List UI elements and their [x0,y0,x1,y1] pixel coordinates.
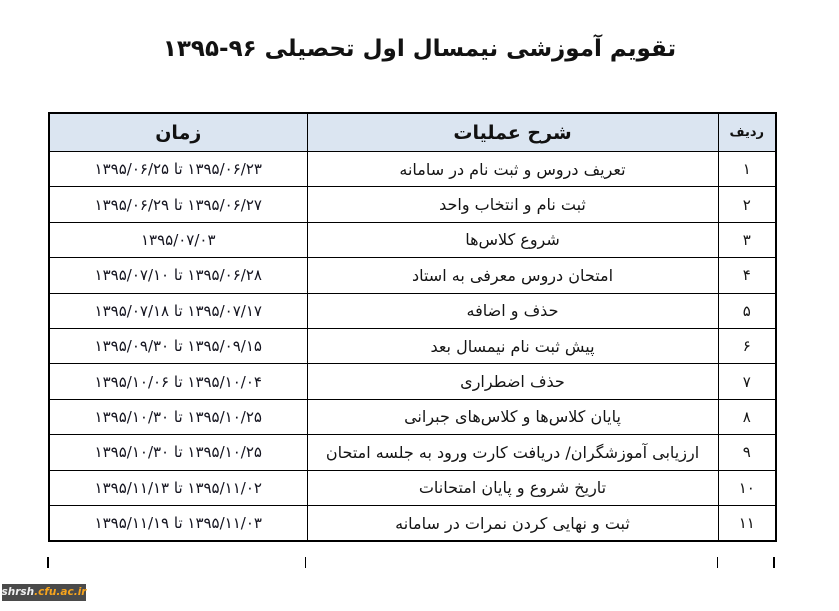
header-row-number: ردیف [718,113,776,152]
watermark-site-suffix: .cfu.ac.ir [34,586,87,598]
table-row [49,258,776,293]
row-time: ۱۳۹۵/۰۶/۲۳ تا ۱۳۹۵/۰۶/۲۵ [49,152,307,187]
row-description: حذف و اضافه [307,293,718,328]
table-header-row [49,113,776,152]
table-row [49,222,776,257]
row-number: ۷ [718,364,776,399]
table-row [49,293,776,328]
table-row [49,505,776,541]
row-number: ۹ [718,435,776,470]
table-row [49,152,776,187]
row-time: ۱۳۹۵/۰۷/۱۷ تا ۱۳۹۵/۰۷/۱۸ [49,293,307,328]
row-time: ۱۳۹۵/۱۱/۰۳ تا ۱۳۹۵/۱۱/۱۹ [49,505,307,541]
table-edge-stub [305,557,306,568]
row-number: ۳ [718,222,776,257]
header-time: زمان [49,113,307,152]
watermark-site-prefix: shrsh [1,586,35,598]
table-body [49,152,776,542]
row-number: ۱۰ [718,470,776,505]
row-description: تعریف دروس و ثبت نام در سامانه [307,152,718,187]
page-title: تقویم آموزشی نیمسال اول تحصیلی ۹۶-۱۳۹۵ [162,36,677,62]
row-time: ۱۳۹۵/۱۰/۰۴ تا ۱۳۹۵/۱۰/۰۶ [49,364,307,399]
row-description: شروع کلاس‌ها [307,222,718,257]
header-description: شرح عملیات [307,113,718,152]
row-time: ۱۳۹۵/۱۰/۲۵ تا ۱۳۹۵/۱۰/۳۰ [49,399,307,434]
row-time: ۱۳۹۵/۱۱/۰۲ تا ۱۳۹۵/۱۱/۱۳ [49,470,307,505]
table-edge-stub [717,557,718,568]
row-number: ۶ [718,328,776,363]
table-edge-stub [47,557,49,568]
row-description: امتحان دروس معرفی به استاد [307,258,718,293]
row-number: ۵ [718,293,776,328]
table-edge-stub [773,557,775,568]
row-number: ۱۱ [718,505,776,541]
row-description: ارزیابی آموزشگران/ دریافت کارت ورود به جلسه امتحان [307,435,718,470]
row-time: ۱۳۹۵/۰۹/۱۵ تا ۱۳۹۵/۰۹/۳۰ [49,328,307,363]
table-row [49,328,776,363]
row-description: پیش ثبت نام نیمسال بعد [307,328,718,363]
row-time: ۱۳۹۵/۰۷/۰۳ [49,222,307,257]
row-description: پایان کلاس‌ها و کلاس‌های جبرانی [307,399,718,434]
row-description: ثبت و نهایی کردن نمرات در سامانه [307,505,718,541]
row-description: حذف اضطراری [307,364,718,399]
row-time: ۱۳۹۵/۰۶/۲۸ تا ۱۳۹۵/۰۷/۱۰ [49,258,307,293]
row-number: ۸ [718,399,776,434]
row-number: ۲ [718,187,776,222]
row-time: ۱۳۹۵/۰۶/۲۷ تا ۱۳۹۵/۰۶/۲۹ [49,187,307,222]
academic-calendar-table [48,112,777,542]
table-row [49,435,776,470]
row-time: ۱۳۹۵/۱۰/۲۵ تا ۱۳۹۵/۱۰/۳۰ [49,435,307,470]
row-number: ۴ [718,258,776,293]
table-row [49,470,776,505]
site-watermark [2,584,86,601]
table-row [49,364,776,399]
table-row [49,187,776,222]
row-description: تاریخ شروع و پایان امتحانات [307,470,718,505]
row-description: ثبت نام و انتخاب واحد [307,187,718,222]
table-row [49,399,776,434]
table-header [49,113,776,152]
row-number: ۱ [718,152,776,187]
